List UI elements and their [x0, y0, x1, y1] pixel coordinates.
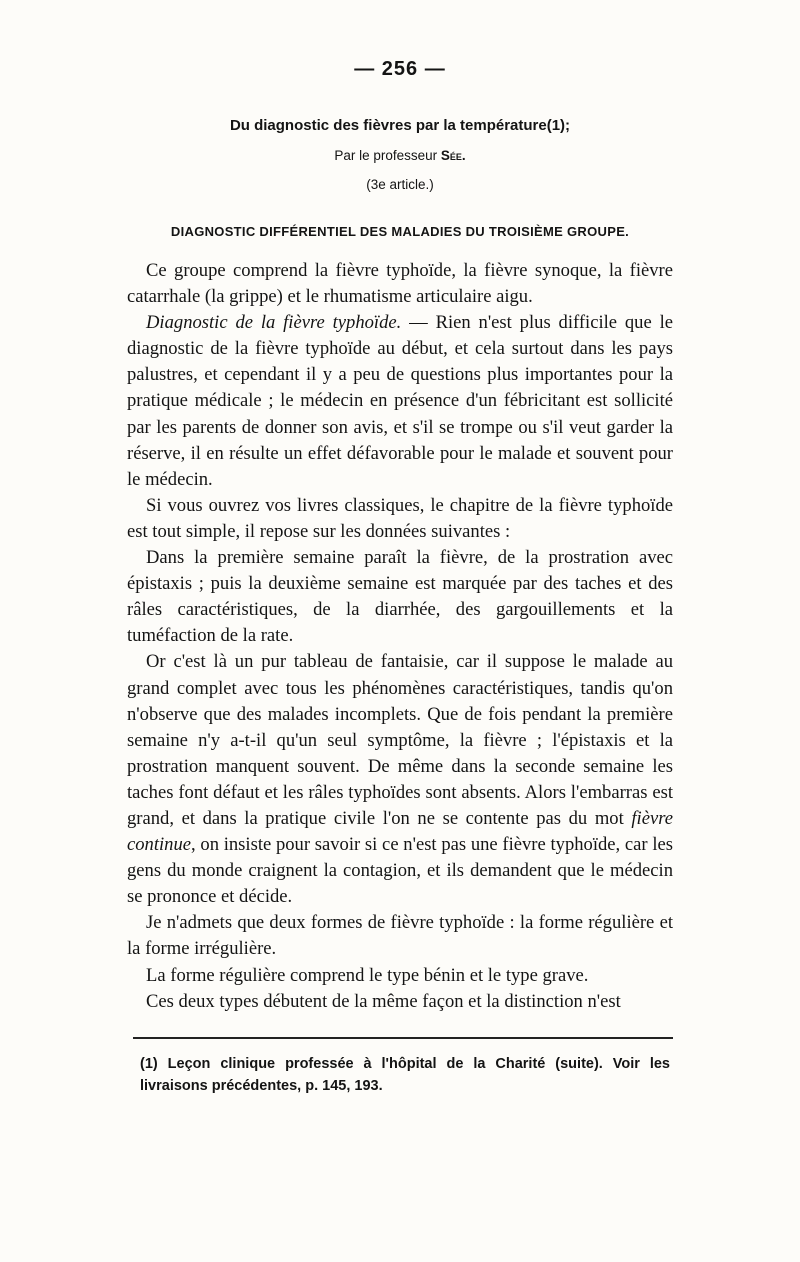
paragraph-2	[127, 310, 673, 493]
byline-prefix: Par le professeur	[334, 148, 438, 163]
paragraph-2-text: — Rien n'est plus difficile que le diagnostic de la fièvre typhoïde au début, et cela surtout dans les pays palustres, et cependant il y a peu de questions plus importantes pour la pratique médicale ; le médecin en présence d'un fébricitant est sollicité par les parents de donner son avis, et s'il se trompe ou s'il veut garder la réserve, il en résulte un effet défavorable pour le malade et souvent pour le médecin.	[127, 312, 673, 490]
paragraph-8: Ces deux types débutent de la même façon et la distinction n'est	[146, 990, 621, 1012]
paragraph-5-text-a: Or c'est là un pur tableau de fantaisie, car il suppose le malade au grand complet avec tous les phénomènes caractéristiques, tandis qu'on n'observe que des malades incomplets. Que de fois pendant la première semaine n'y a-t-il qu'un seul symptôme, la fièvre ; l'épistaxis et la prostration manquent souvent. De même dans la seconde semaine les taches font défaut et les râles typhoïdes sont absents. Alors l'embarras est grand, et dans la pratique civile l'on ne se contente pas du mot	[127, 651, 673, 829]
footnote-mark: (1)	[140, 1056, 158, 1072]
subsection-heading: Diagnostic de la fièvre typhoïde.	[146, 312, 402, 334]
paragraph-6: Je n'admets que deux formes de fièvre typhoïde : la forme régulière et la forme irrégulière.	[127, 912, 673, 960]
body-text	[127, 258, 673, 1015]
footnote-divider	[133, 1037, 673, 1039]
byline	[0, 148, 800, 163]
paragraph-7: La forme régulière comprend le type bénin et le type grave.	[146, 964, 589, 986]
footnote-text: Leçon clinique professée à l'hôpital de la Charité (suite). Voir les livraisons précédentes, p. 145, 193.	[140, 1056, 670, 1094]
emphasis-term: fièvre continue	[127, 807, 673, 856]
footnote	[140, 1053, 670, 1097]
paragraph-4: Dans la première semaine paraît la fièvre, de la prostration avec épistaxis ; puis la deuxième semaine est marquée par des taches et des râles caractéristiques, de la diarrhée, des gargouillements et la tuméfaction de la rate.	[127, 547, 673, 647]
article-title: Du diagnostic des fièvres par la température(1);	[229, 117, 571, 134]
paragraph-3: Si vous ouvrez vos livres classiques, le chapitre de la fièvre typhoïde est tout simple, il repose sur les données suivantes :	[127, 494, 673, 542]
article-number: (3e article.)	[366, 177, 434, 192]
author-name: Sée.	[440, 148, 466, 163]
paragraph-1: Ce groupe comprend la fièvre typhoïde, la fièvre synoque, la fièvre catarrhale (la grippe) et le rhumatisme articulaire aigu.	[127, 260, 673, 308]
page-number: — 256 —	[354, 58, 446, 80]
paragraph-5-text-b: , on insiste pour savoir si ce n'est pas une fièvre typhoïde, car les gens du monde craignent la contagion, et ils demandent que le médecin se prononce et décide.	[127, 834, 673, 908]
paragraph-5	[127, 649, 673, 910]
section-heading: DIAGNOSTIC DIFFÉRENTIEL DES MALADIES DU TROISIÈME GROUPE.	[170, 224, 630, 239]
